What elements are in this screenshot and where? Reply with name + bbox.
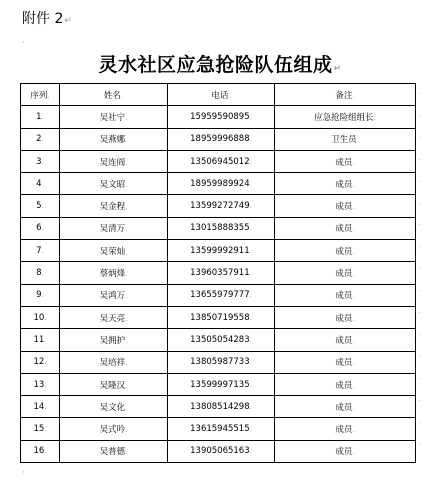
cell-seq: 15. [21,418,60,440]
table-row [21,262,416,284]
table-row [21,396,416,418]
cell-phone: 13808514298. [168,396,275,418]
paragraph-mark-icon: ↵ [64,16,72,26]
table-row [21,351,416,373]
document-title: 灵水社区应急抢险队伍组成↵ [98,54,342,76]
cell-seq: 2. [21,128,60,150]
header-cell-name: 姓名. [60,84,168,106]
cell-phone: 18959996888. [168,128,275,150]
cell-phone: 13655979777. [168,284,275,306]
cell-seq: 3. [21,150,60,172]
cell-seq: 6. [21,217,60,239]
cell-seq: 1. [21,106,60,128]
cell-seq: 7. [21,240,60,262]
table-row [21,284,416,306]
row-end-mark-icon: . [418,285,421,294]
cell-phone: 13805987733. [168,351,275,373]
paragraph-mark-icon: ↵ [333,64,342,74]
row-end-mark-icon: . [418,131,421,140]
cell-seq: 5. [21,195,60,217]
margin-mark-icon: ‚ [22,35,25,44]
cell-phone: 13905065163. [168,440,275,462]
header-cell-seq: 序列. [21,84,60,106]
cell-name: 吴鸿万. [60,284,168,306]
cell-phone: 13015888355. [168,217,275,239]
cell-note: 成员. [275,329,416,351]
cell-seq: 13. [21,373,60,395]
cell-name: 吴隆汉. [60,373,168,395]
cell-note: 成员. [275,306,416,328]
cell-note: 成员. [275,173,416,195]
table-row [21,240,416,262]
cell-name: 吴连阎. [60,150,168,172]
cell-seq: 14. [21,396,60,418]
cell-note: 成员. [275,440,416,462]
cell-phone: 13599272749. [168,195,275,217]
cell-name: 吴文昭. [60,173,168,195]
cell-phone: 13960357911. [168,262,275,284]
table-row [21,128,416,150]
cell-seq: 8. [21,262,60,284]
table-row [21,217,416,239]
cell-phone: 15959590895. [168,106,275,128]
cell-note: 成员. [275,396,416,418]
cell-note: 成员. [275,284,416,306]
row-end-mark-icon: . [418,263,421,272]
row-end-mark-icon: . [418,307,421,315]
cell-phone: 13599997135. [168,373,275,395]
cell-note: 成员. [275,195,416,217]
cell-name: 吴金程. [60,195,168,217]
cell-seq: 4. [21,173,60,195]
header-cell-note: 备注. [275,84,416,106]
cell-seq: 11. [21,329,60,351]
cell-phone: 13850719558. [168,306,275,328]
cell-name: 吴普德. [60,440,168,462]
table-row [21,195,416,217]
row-end-mark-icon: . [418,175,421,184]
table-header-row [21,84,416,106]
cell-name: 吴拥护. [60,329,168,351]
cell-name: 吴文化. [60,396,168,418]
row-end-mark-icon: . [418,372,421,381]
row-end-mark-icon: . [418,219,421,228]
row-end-mark-icon: . [418,88,421,96]
cell-note: 应急抢险组组长. [275,106,416,128]
cell-note: 卫生员. [275,128,416,150]
cell-phone: 13506945012. [168,150,275,172]
table-row [21,106,416,128]
header-cell-phone: 电话. [168,84,275,106]
row-end-mark-icon: . [418,153,421,162]
cell-name: 吴天亮. [60,306,168,328]
row-end-mark-icon: . [418,350,421,359]
row-end-mark-icon: . [418,241,421,250]
row-end-mark-icon: . [418,109,421,118]
cell-phone: 13599992911. [168,240,275,262]
cell-note: 成员. [275,373,416,395]
cell-seq: 12. [21,351,60,373]
row-end-mark-icon: . [418,197,421,206]
cell-note: 成员. [275,217,416,239]
cell-note: 成员. [275,418,416,440]
cell-note: 成员. [275,240,416,262]
team-table [20,83,416,463]
row-end-mark-icon: . [418,438,421,447]
row-end-mark-icon: . [418,394,421,403]
margin-mark-icon: ‚ [22,465,25,474]
cell-phone: 13615945515. [168,418,275,440]
table-row [21,373,416,395]
cell-name: 吴培祥. [60,351,168,373]
cell-note: 成员. [275,351,416,373]
cell-name: 蔡炳烽. [60,262,168,284]
cell-name: 吴式吟. [60,418,168,440]
cell-name: 吴社宁. [60,106,168,128]
cell-note: 成员. [275,262,416,284]
cell-phone: 18959989924. [168,173,275,195]
cell-seq: 9. [21,284,60,306]
table-row [21,329,416,351]
row-end-mark-icon: . [418,328,421,337]
table-row [21,418,416,440]
cell-seq: 10. [21,306,60,328]
row-end-mark-icon: . [418,416,421,425]
cell-seq: 16. [21,440,60,462]
cell-phone: 13505054283. [168,329,275,351]
table-row [21,306,416,328]
table-row [21,173,416,195]
table-row [21,150,416,172]
attachment-label: 附件 2↵ [22,11,72,27]
cell-name: 吴燕娜. [60,128,168,150]
table-body [21,106,416,463]
table-row [21,440,416,462]
cell-name: 吴荣灿. [60,240,168,262]
cell-note: 成员. [275,150,416,172]
cell-name: 吴清万. [60,217,168,239]
